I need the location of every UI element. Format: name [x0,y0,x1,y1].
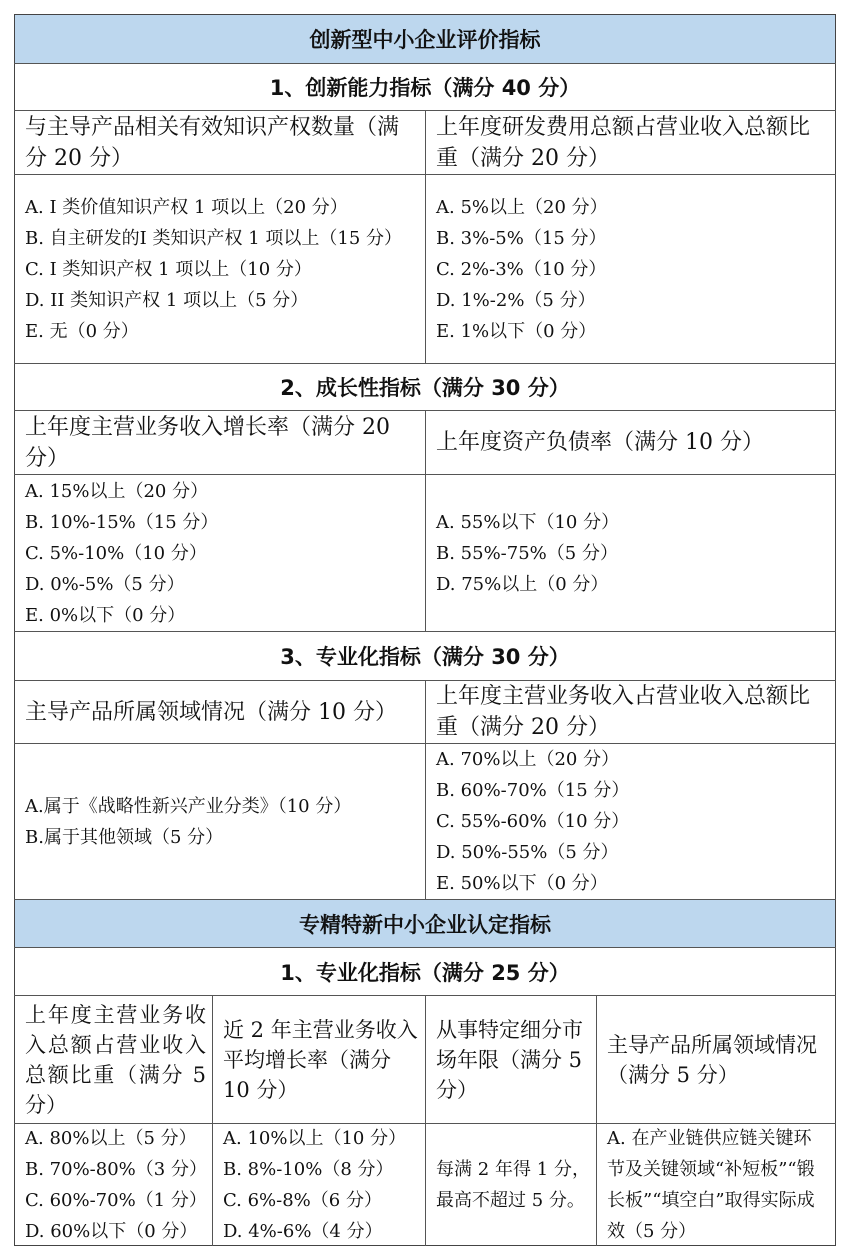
specialized-sme-title: 专精特新中小企业认定指标 [299,912,551,937]
option-item: E. 1%以下（0 分） [436,320,597,342]
product-field-header: 主导产品所属领域情况（满分 10 分） [25,699,397,725]
sp-growth-options [213,1124,425,1246]
option-item: A.属于《战略性新兴产业分类》（10 分） [25,795,352,817]
debt-ratio-options [426,475,835,631]
option-item: A. 70%以上（20 分） [436,749,620,770]
option-item: B. 3%-5%（15 分） [436,227,607,249]
option-item: E. 0%以下（0 分） [25,604,186,626]
sp-growth-header: 近 2 年主营业务收入平均增长率（满分 10 分） [223,1017,418,1102]
option-item: D. 4%-6%（4 分） [223,1221,383,1242]
option-item: D. 0%-5%（5 分） [25,573,185,595]
option-item: B. 55%-75%（5 分） [436,542,618,564]
option-item: D. 75%以上（0 分） [436,573,609,595]
innovation-section-title: 1、创新能力指标（满分 40 分） [269,76,581,100]
sp-years-body: 每满 2 年得 1 分，最高不超过 5 分。 [436,1159,590,1211]
sp-field-body: A. 在产业链供应链关键环节及关键领域“补短板”“锻长板”“填空白”取得实际成效（5 分） [607,1128,815,1242]
option-item: B. 自主研发的I 类知识产权 1 项以上（15 分） [25,227,403,249]
option-item: B. 8%-10%（8 分） [223,1159,394,1180]
option-item: C. 6%-8%（6 分） [223,1190,382,1211]
option-item: C. 2%-3%（10 分） [436,258,607,280]
innovative-sme-title: 创新型中小企业评价指标 [309,28,541,52]
option-item: C. 60%-70%（1 分） [25,1190,207,1211]
option-item: B. 10%-15%（15 分） [25,511,219,533]
product-field-options [15,744,425,899]
revenue-growth-header: 上年度主营业务收入增长率（满分 20 分） [25,414,390,471]
specialization-section-title: 3、专业化指标（满分 30 分） [280,645,570,669]
option-item: C. 55%-60%（10 分） [436,811,630,832]
option-item: B.属于其他领域（5 分） [25,826,224,848]
option-item: A. I 类价值知识产权 1 项以上（20 分） [25,196,348,218]
rd-ratio-header: 上年度研发费用总额占营业收入总额比重（满分 20 分） [436,114,811,171]
sp-years-header: 从事特定细分市场年限（满分 5 分） [436,1017,583,1102]
option-item: A. 80%以上（5 分） [25,1128,197,1149]
option-item: C. 5%-10%（10 分） [25,542,207,564]
option-item: D. 50%-55%（5 分） [436,842,619,863]
option-item: A. 5%以上（20 分） [436,196,608,218]
option-item: B. 60%-70%（15 分） [436,780,630,801]
growth-section-title: 2、成长性指标（满分 30 分） [280,376,570,400]
option-item: D. 1%-2%（5 分） [436,289,596,311]
option-item: D. 60%以下（0 分） [25,1221,198,1242]
option-item: C. I 类知识产权 1 项以上（10 分） [25,258,312,280]
sp-field-header: 主导产品所属领域情况（满分 5 分） [607,1032,817,1087]
rd-ratio-options [426,175,835,363]
option-item: B. 70%-80%（3 分） [25,1159,207,1180]
option-item: A. 55%以下（10 分） [436,511,620,533]
option-item: A. 15%以上（20 分） [25,480,209,502]
ip-count-options [15,175,425,363]
option-item: D. II 类知识产权 1 项以上（5 分） [25,289,309,311]
main-revenue-ratio-options [426,744,835,899]
sp-revenue-ratio-options [15,1124,212,1246]
revenue-growth-options [15,475,425,631]
option-item: A. 10%以上（10 分） [223,1128,407,1149]
option-item: E. 50%以下（0 分） [436,873,608,894]
sp-specialization-section-title: 1、专业化指标（满分 25 分） [280,960,570,985]
debt-ratio-header: 上年度资产负债率（满分 10 分） [436,430,764,455]
ip-count-header: 与主导产品相关有效知识产权数量（满分 20 分） [25,114,400,171]
option-item: E. 无（0 分） [25,320,139,342]
sp-revenue-ratio-header: 上年度主营业务收入总额占营业收入总额比重（满分 5 分） [25,1002,206,1117]
main-revenue-ratio-header: 上年度主营业务收入占营业收入总额比重（满分 20 分） [436,684,811,740]
